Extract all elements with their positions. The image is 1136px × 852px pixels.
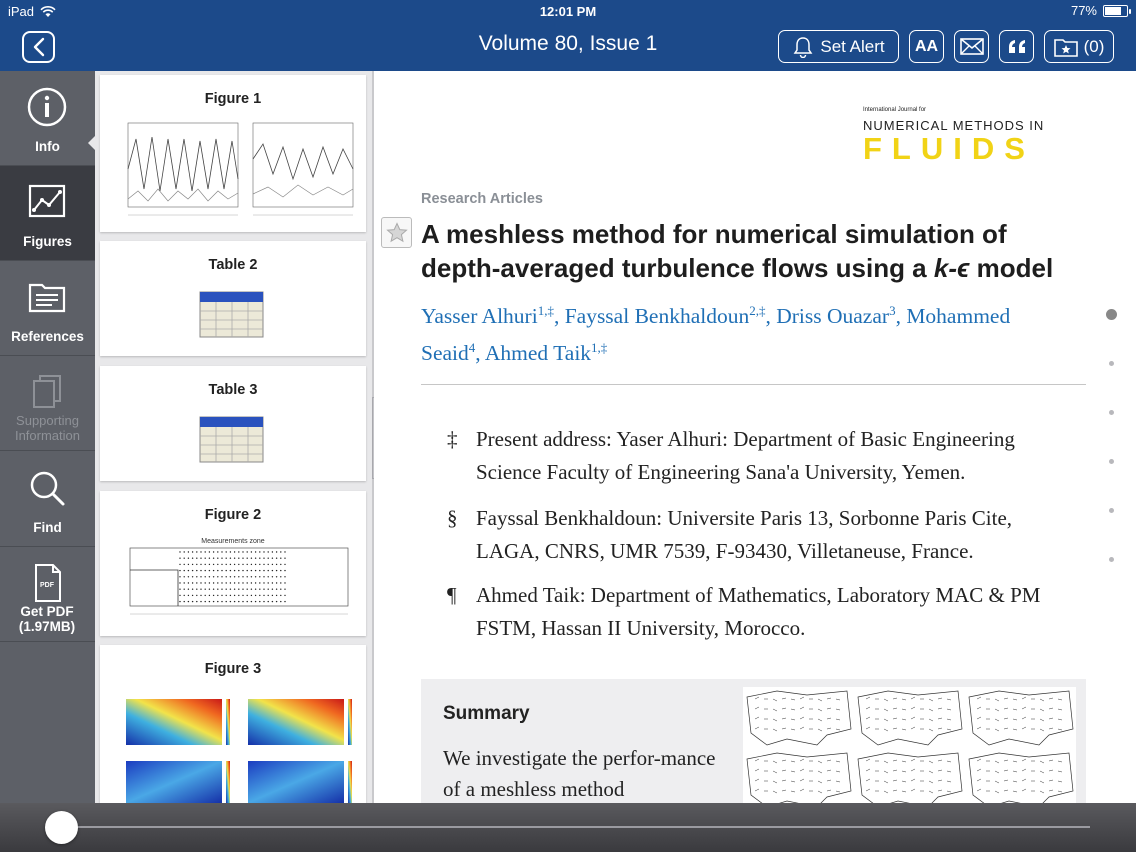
author-link[interactable] — [776, 304, 895, 328]
author-link[interactable] — [485, 341, 607, 365]
text-size-button[interactable] — [909, 30, 944, 63]
rail-label-supporting: Supporting Information — [14, 413, 81, 443]
rail-item-references[interactable] — [0, 261, 95, 356]
page-dot[interactable] — [1109, 361, 1114, 366]
page-slider-track[interactable] — [62, 826, 1090, 828]
author-name: Mohammed Seaid — [421, 304, 1011, 366]
page-dot[interactable] — [1109, 459, 1114, 464]
article-title — [421, 217, 1091, 285]
affiliation-item — [447, 423, 1076, 489]
affiliation-symbol: ¶ — [447, 583, 457, 607]
article-title-main: A meshless method for numerical simulation of depth-averaged turbulence flows using a — [421, 219, 1007, 283]
thumbnail-title: Table 3 — [208, 382, 258, 398]
thumbnail-title: Figure 1 — [204, 91, 262, 107]
summary-text: We investigate the perfor-mance of a meshless method — [443, 746, 716, 801]
email-button[interactable] — [954, 30, 989, 63]
saved-count: (0) — [1083, 36, 1105, 56]
author-name: Yasser Alhuri — [421, 304, 538, 329]
figure-3-preview — [118, 693, 358, 803]
rail-item-info[interactable] — [0, 71, 95, 166]
journal-name-line: NUMERICAL METHODS IN — [863, 118, 1045, 133]
thumbnail-figure-2[interactable] — [100, 491, 366, 636]
supporting-icon — [27, 372, 67, 412]
figures-panel — [95, 71, 372, 803]
journal-name-fluids: FLUIDS — [863, 131, 1035, 166]
thumbnail-table-3[interactable] — [100, 366, 366, 481]
battery-icon — [1103, 5, 1128, 17]
rail-label-get-pdf: Get PDF (1.97MB) — [18, 604, 76, 634]
rail-label-info: Info — [35, 139, 60, 154]
star-icon — [386, 222, 408, 244]
article-title-end: model — [969, 253, 1054, 283]
summary-panel — [421, 679, 1086, 803]
rail-label-references: References — [11, 329, 84, 344]
figure-2-caption: Measurements zone — [201, 538, 265, 545]
text-size-label: AA — [914, 37, 939, 55]
article-view — [374, 71, 1136, 803]
bell-icon — [792, 36, 814, 58]
page-dot-active[interactable] — [1106, 309, 1117, 320]
page-dot[interactable] — [1109, 557, 1114, 562]
svg-text:PDF: PDF — [40, 582, 54, 589]
divider — [421, 384, 1086, 385]
affiliation-text: Ahmed Taik: Department of Mathematics, Laboratory MAC & PM FSTM, Hassan II University, Morocco. — [476, 583, 1041, 640]
section-label: Research Articles — [421, 191, 543, 207]
affiliation-symbol: ‡ — [447, 427, 458, 451]
envelope-icon — [960, 38, 984, 55]
graphical-abstract-image[interactable] — [743, 687, 1076, 803]
rail-item-get-pdf[interactable] — [0, 547, 95, 642]
thumbnail-title: Figure 3 — [204, 661, 262, 677]
author-superscript: 3 — [889, 303, 896, 318]
thumbnail-figure-3[interactable] — [100, 645, 366, 803]
rail-item-find[interactable] — [0, 452, 95, 547]
page-scrubber-bar — [0, 803, 1136, 852]
journal-name-small: International Journal for — [863, 107, 927, 113]
page-dot[interactable] — [1109, 410, 1114, 415]
page-dot[interactable] — [1109, 508, 1114, 513]
thumbnail-title: Table 2 — [208, 257, 258, 273]
author-list: Yasser Alhuri$^{1,\ddagger}$, Fayssal Benkhaldoun$^{2,\ddagger}$, Driss Ouazar$^3$, Mohammed Seaid$^4$, Ahmed Taik$^{1,\ddagger}$ — [421, 303, 1011, 366]
affiliation-item — [447, 579, 1076, 645]
rail-label-find: Find — [33, 520, 62, 535]
device-name: iPad — [8, 4, 35, 19]
nav-bar — [0, 22, 1136, 71]
thumbnail-table-2[interactable] — [100, 241, 366, 356]
article-title-italic: k-ϵ — [933, 253, 970, 283]
side-rail — [0, 71, 95, 803]
author-link[interactable] — [565, 304, 766, 328]
author-link[interactable] — [421, 304, 554, 328]
table-icon — [199, 291, 265, 339]
summary-heading: Summary — [443, 703, 530, 724]
author-name: Fayssal Benkhaldoun — [564, 304, 750, 329]
info-icon — [27, 87, 67, 127]
rail-item-supporting — [0, 356, 95, 451]
author-superscript: 1,‡ — [591, 340, 608, 356]
set-alert-button[interactable] — [778, 30, 899, 63]
set-alert-label: Set Alert — [820, 36, 885, 56]
battery-percent: 77% — [1070, 3, 1097, 18]
author-name: Ahmed Taik — [484, 341, 592, 366]
issue-title: Volume 80, Issue 1 — [478, 32, 658, 55]
figure-2-preview — [118, 546, 358, 626]
pdf-icon — [27, 563, 67, 603]
author-superscript: 1,‡ — [537, 303, 554, 318]
rail-item-figures[interactable] — [0, 166, 95, 261]
author-name: Driss Ouazar — [776, 304, 890, 329]
search-icon — [27, 468, 67, 508]
author-superscript: 2,‡ — [749, 303, 766, 318]
affiliation-text: Fayssal Benkhaldoun: Universite Paris 13, Sorbonne Paris Cite, LAGA, CNRS, UMR 7539, F-93430, Villetaneuse, France. — [476, 506, 1013, 563]
affiliation-item — [447, 502, 1076, 568]
folder-star-icon — [1054, 37, 1078, 57]
affiliation-symbol: § — [447, 506, 458, 530]
cite-button[interactable] — [999, 30, 1034, 63]
clock: 12:01 PM — [539, 4, 597, 19]
references-icon — [27, 277, 67, 317]
figures-icon — [27, 182, 67, 222]
affiliation-text: Present address: Yaser Alhuri: Department of Basic Engineering Science Faculty of Engineering Sana'a University, Yemen. — [476, 427, 1015, 484]
page-slider-thumb[interactable] — [45, 811, 78, 844]
favorite-button[interactable] — [381, 217, 412, 248]
figure-1-preview — [118, 119, 358, 219]
thumbnail-figure-1[interactable] — [100, 75, 366, 232]
saved-articles-button[interactable] — [1044, 30, 1114, 63]
table-icon — [199, 416, 265, 464]
thumbnail-title: Figure 2 — [204, 507, 262, 523]
status-bar — [0, 0, 1136, 22]
quote-icon — [1007, 39, 1027, 55]
rail-label-figures: Figures — [23, 234, 72, 249]
author-superscript: 4 — [468, 340, 476, 356]
